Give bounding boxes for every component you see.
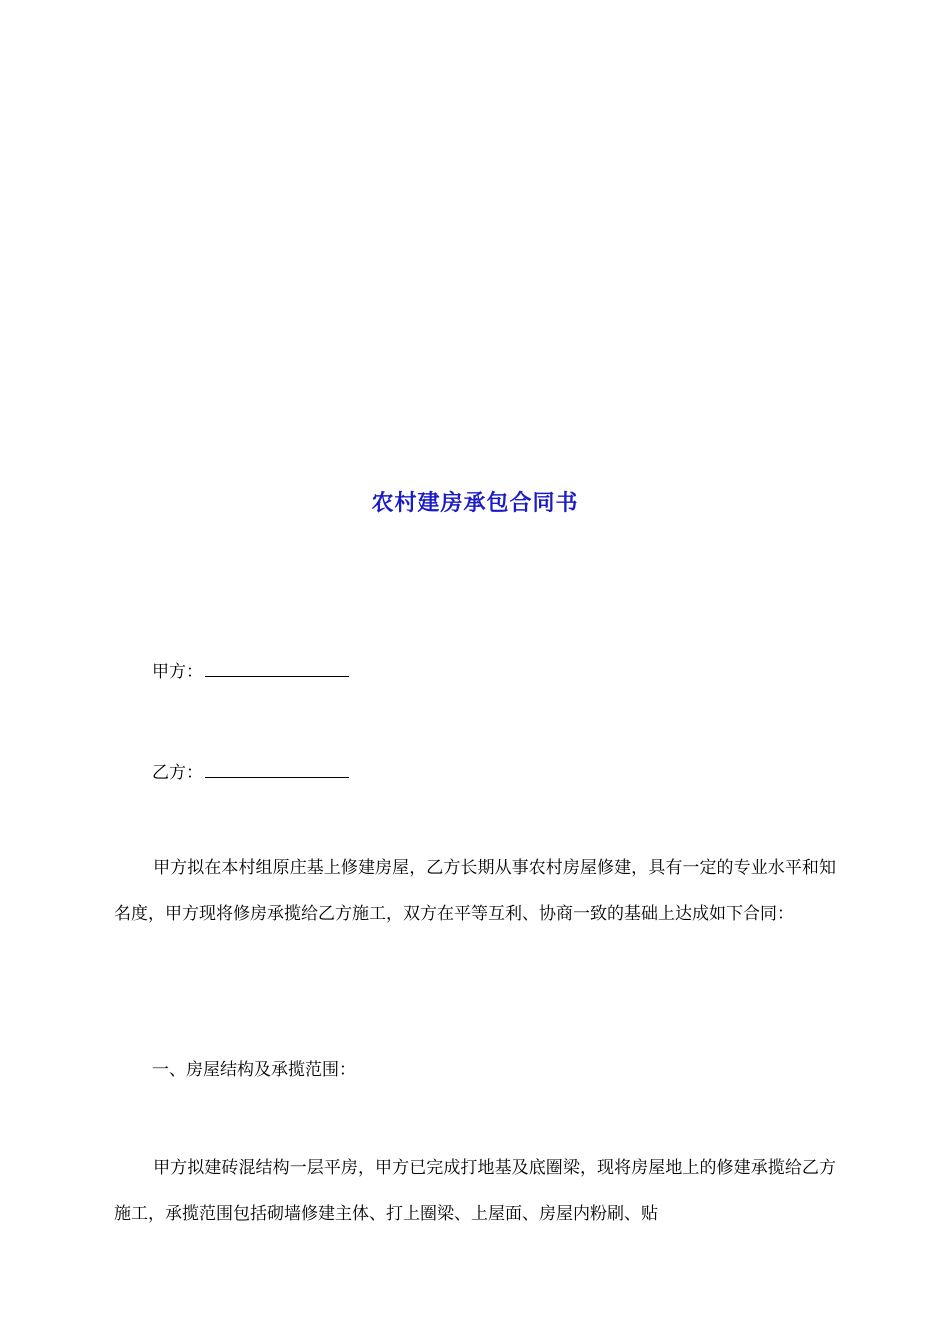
- intro-paragraph: 甲方拟在本村组原庄基上修建房屋，乙方长期从事农村房屋修建，具有一定的专业水平和知名度，甲方现将修房承揽给乙方施工，双方在平等互利、协商一致的基础上达成如下合同：: [114, 858, 836, 924]
- section-1-heading: 一、房屋结构及承揽范围：: [152, 1060, 356, 1080]
- document-title: 农村建房承包合同书: [371, 490, 579, 516]
- party-b-blank: [205, 759, 349, 778]
- party-a-line: [152, 658, 349, 685]
- party-a-label: 甲方：: [152, 662, 203, 682]
- section-1-paragraph: 甲方拟建砖混结构一层平房，甲方已完成打地基及底圈梁，现将房屋地上的修建承揽给乙方施工，承揽范围包括砌墙修建主体、打上圈梁、上屋面、房屋内粉刷、贴: [114, 1158, 836, 1224]
- party-b-line: [152, 759, 349, 786]
- party-a-blank: [205, 658, 349, 677]
- party-b-label: 乙方：: [152, 763, 203, 783]
